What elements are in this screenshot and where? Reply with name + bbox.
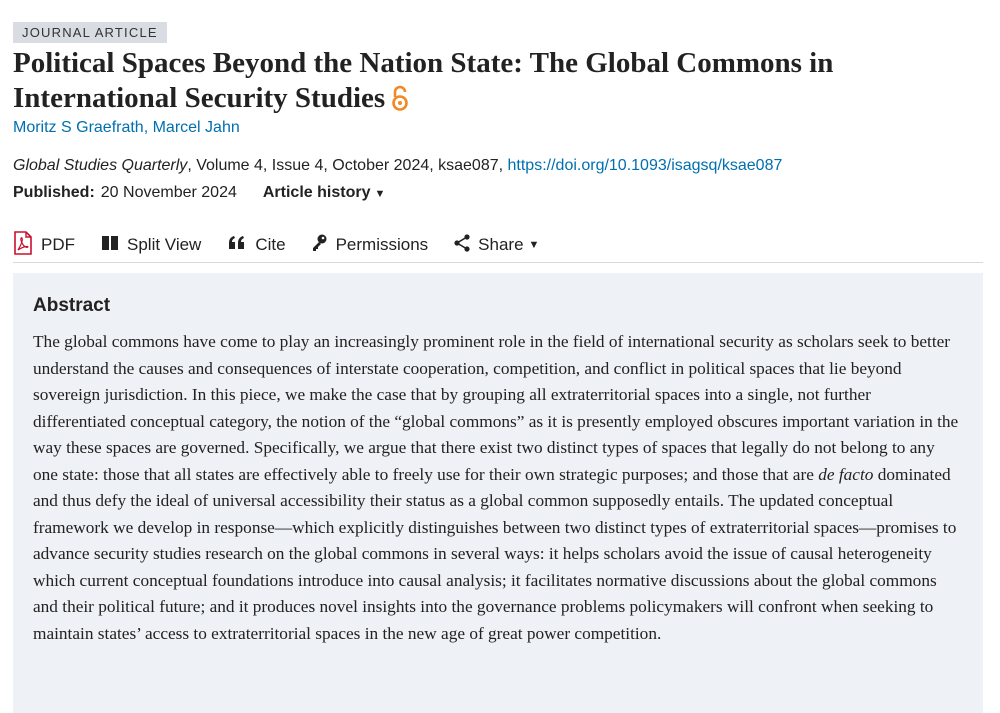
pdf-icon (13, 231, 41, 260)
author-link[interactable]: Marcel Jahn (152, 119, 240, 136)
split-view-label: Split View (127, 235, 202, 254)
split-view-button[interactable] (101, 230, 201, 260)
cite-button[interactable] (227, 230, 285, 260)
split-view-icon (101, 235, 127, 256)
article-history-toggle[interactable] (263, 184, 385, 201)
author-link[interactable]: Moritz S Graefrath (13, 119, 144, 136)
permissions-label: Permissions (335, 235, 429, 254)
caret-down-icon: ▼ (374, 188, 386, 200)
article-type-badge: JOURNAL ARTICLE (13, 22, 167, 43)
abstract-heading: Abstract (33, 295, 111, 316)
abstract-text-part-1: The global commons have come to play an increasingly prominent role in the field of international security as scholars seek to better understand the causes and consequences of interstate cooperation, competition, and conflict in political spaces that lie beyond sovereign jurisdiction. In this piece, we make the case that by grouping all extraterritorial spaces into a single, not further differentiated conceptual category, the notion of the “global commons” as it is presently employed obscures important variation in the way these spaces are governed. Specifically, we argue that there exist two distinct types of spaces that legally do not belong to any one state: those that all states are effectively able to freely use for their own strategic purposes; and those that are (33, 332, 959, 484)
abstract-text-part-2: dominated and thus defy the ideal of universal accessibility their status as a global common supposedly entails. The updated conceptual framework we develop in response—which explicitly distinguishes between two distinct types of extraterritorial spaces—promises to advance security studies research on the global commons in several ways: it helps scholars avoid the issue of causal heterogeneity which current conceptual foundations introduce into causal analysis; it facilitates normative discussions about the global commons and their political future; and it produces novel insights into the governance problems policymakers will confront when seeking to maintain states’ access to extraterritorial spaces in the new age of great power competition. (33, 464, 957, 643)
pdf-label: PDF (41, 235, 75, 254)
abstract-italic-term: de facto (818, 464, 874, 484)
published-line (13, 184, 385, 202)
abstract-section (13, 273, 983, 713)
article-title (13, 46, 973, 120)
published-label: Published: (13, 184, 95, 201)
share-icon (454, 234, 478, 257)
share-label: Share (478, 235, 524, 254)
author-separator: , (143, 119, 153, 136)
article-toolbar (13, 228, 983, 263)
doi-link[interactable]: https://doi.org/10.1093/isagsq/ksae087 (507, 157, 783, 174)
citation-line (13, 157, 782, 175)
article-title-text: Political Spaces Beyond the Nation State: The Global Commons in International Security Studies (13, 47, 834, 114)
published-date: 20 November 2024 (100, 184, 237, 201)
share-button[interactable] (454, 230, 539, 260)
key-icon (312, 234, 336, 257)
author-list (13, 119, 240, 137)
permissions-button[interactable] (312, 230, 429, 260)
pdf-button[interactable] (13, 230, 75, 260)
caret-down-icon: ▼ (528, 239, 540, 251)
open-access-lock-icon (391, 85, 409, 120)
quote-icon (227, 235, 255, 256)
article-history-label: Article history (262, 184, 371, 201)
abstract-text (33, 329, 963, 647)
cite-label: Cite (255, 235, 286, 254)
citation-details: , Volume 4, Issue 4, October 2024, ksae087, (187, 157, 508, 174)
journal-name: Global Studies Quarterly (13, 157, 188, 174)
